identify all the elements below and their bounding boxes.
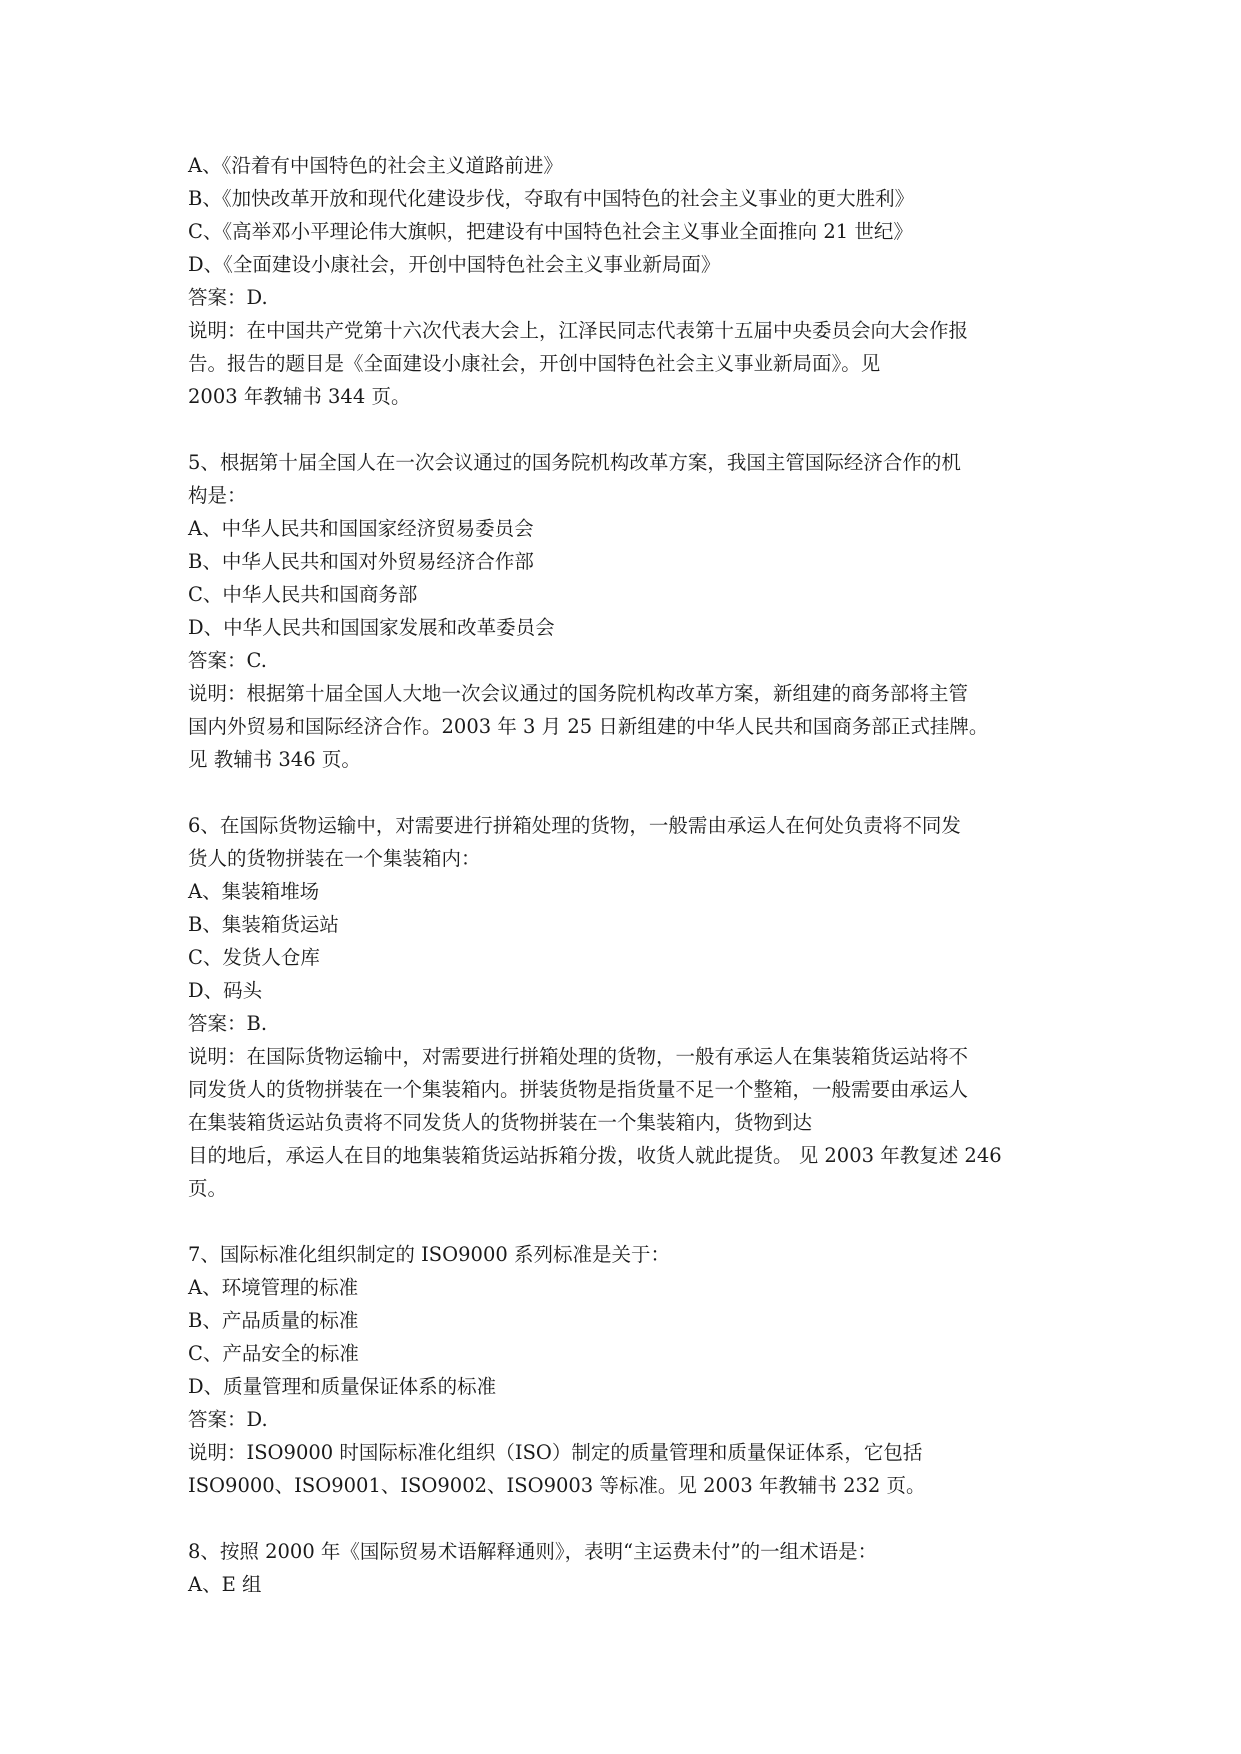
question-stem: 7、国际标准化组织制定的 ISO9000 系列标准是关于：: [188, 1243, 670, 1266]
answer: 答案：B.: [188, 1012, 268, 1035]
explanation-line: 说明：在国际货物运输中，对需要进行拼箱处理的货物，一般有承运人在集装箱货运站将不: [188, 1045, 969, 1068]
explanation-line: 同发货人的货物拼装在一个集装箱内。拼装货物是指货量不足一个整箱，一般需要由承运人: [188, 1078, 969, 1101]
question-stem: 8、按照 2000 年《国际贸易术语解释通则》，表明“主运费未付”的一组术语是：: [188, 1540, 878, 1563]
spacer: [188, 413, 1068, 446]
option-a: A、《沿着有中国特色的社会主义道路前进》: [188, 154, 563, 177]
question-block-8: [188, 1535, 1068, 1601]
option-a: A、E 组: [188, 1573, 262, 1596]
answer: 答案：D.: [188, 1408, 268, 1431]
question-block-7: [188, 1238, 1068, 1502]
option-b: B、《加快改革开放和现代化建设步伐，夺取有中国特色的社会主义事业的更大胜利》: [188, 187, 915, 210]
explanation-line: 2003 年教辅书 344 页。: [188, 385, 411, 408]
explanation-line: 目的地后，承运人在目的地集装箱货运站拆箱分拨，收货人就此提货。 见 2003 年教复述 246: [188, 1144, 1002, 1167]
option-a: A、环境管理的标准: [188, 1276, 359, 1299]
question-stem: 5、根据第十届全国人在一次会议通过的国务院机构改革方案，我国主管国际经济合作的机: [188, 451, 961, 474]
spacer: [188, 1205, 1068, 1238]
option-c: C、《高举邓小平理论伟大旗帜，把建设有中国特色社会主义事业全面推向 21 世纪》: [188, 220, 913, 243]
option-b: B、中华人民共和国对外贸易经济合作部: [188, 550, 534, 573]
option-c: C、中华人民共和国商务部: [188, 583, 418, 606]
option-d: D、《全面建设小康社会，开创中国特色社会主义事业新局面》: [188, 253, 721, 276]
option-d: D、中华人民共和国国家发展和改革委员会: [188, 616, 555, 639]
spacer: [188, 776, 1068, 809]
option-a: A、中华人民共和国国家经济贸易委员会: [188, 517, 534, 540]
question-stem: 货人的货物拼装在一个集装箱内：: [188, 847, 481, 870]
explanation-line: 告。报告的题目是《全面建设小康社会，开创中国特色社会主义事业新局面》。见: [188, 352, 881, 375]
question-block-6: [188, 809, 1068, 1205]
answer: 答案：D.: [188, 286, 268, 309]
question-stem: 6、在国际货物运输中，对需要进行拼箱处理的货物，一般需由承运人在何处负责将不同发: [188, 814, 961, 837]
explanation-line: 在集装箱货运站负责将不同发货人的货物拼装在一个集装箱内，货物到达: [188, 1111, 813, 1134]
option-b: B、集装箱货运站: [188, 913, 339, 936]
explanation-line: 说明：根据第十届全国人大地一次会议通过的国务院机构改革方案，新组建的商务部将主管: [188, 682, 969, 705]
explanation-line: 说明：ISO9000 时国际标准化组织（ISO）制定的质量管理和质量保证体系，它包括: [188, 1441, 923, 1464]
answer: 答案：C.: [188, 649, 267, 672]
explanation-line: 说明：在中国共产党第十六次代表大会上，江泽民同志代表第十五届中央委员会向大会作报: [188, 319, 969, 342]
spacer: [188, 1502, 1068, 1535]
explanation-line: 见 教辅书 346 页。: [188, 748, 361, 771]
option-c: C、产品安全的标准: [188, 1342, 359, 1365]
question-block-prev: [188, 149, 1068, 413]
option-d: D、码头: [188, 979, 263, 1002]
option-c: C、发货人仓库: [188, 946, 320, 969]
option-d: D、质量管理和质量保证体系的标准: [188, 1375, 497, 1398]
document-body: [188, 149, 1068, 1601]
explanation-line: 页。: [188, 1177, 228, 1200]
option-a: A、集装箱堆场: [188, 880, 320, 903]
explanation-line: 国内外贸易和国际经济合作。2003 年 3 月 25 日新组建的中华人民共和国商务部正式挂牌。: [188, 715, 989, 738]
question-stem: 构是：: [188, 484, 247, 507]
question-block-5: [188, 446, 1068, 776]
explanation-line: ISO9000、ISO9001、ISO9002、ISO9003 等标准。见 2003 年教辅书 232 页。: [188, 1474, 926, 1497]
option-b: B、产品质量的标准: [188, 1309, 359, 1332]
